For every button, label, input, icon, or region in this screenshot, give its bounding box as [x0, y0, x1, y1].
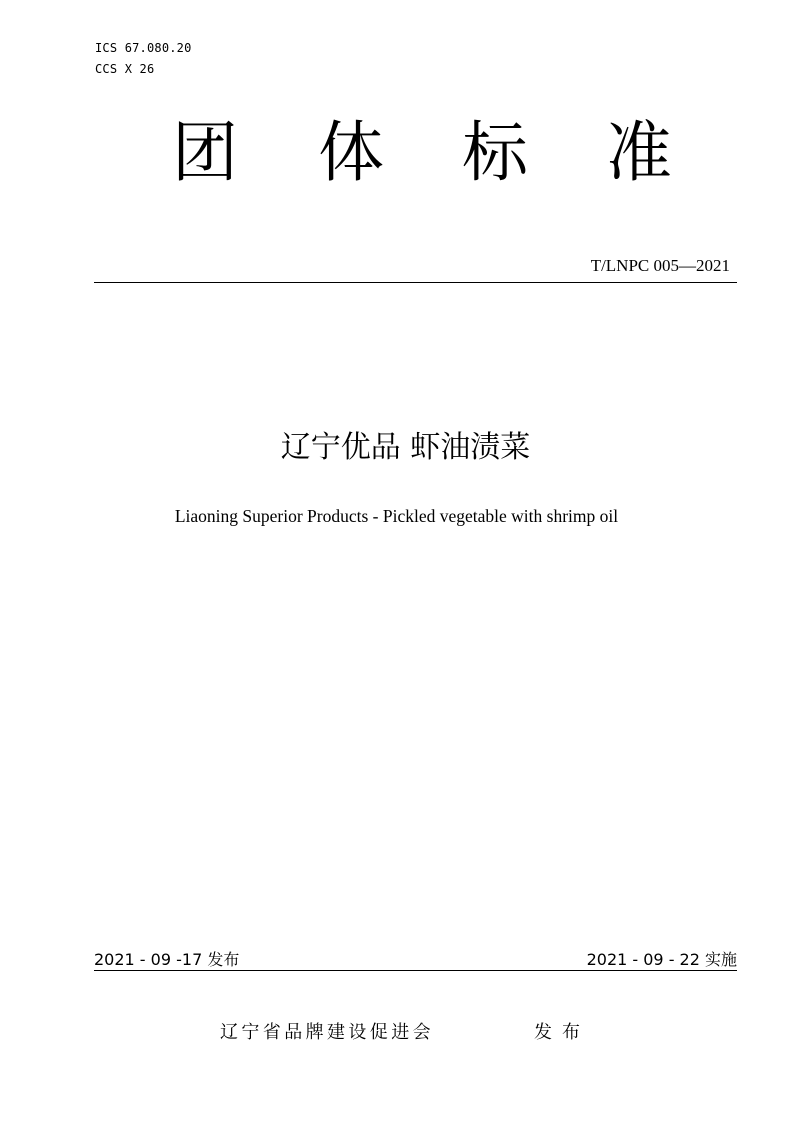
publisher-verb: 发布	[534, 1022, 590, 1043]
date-divider	[94, 970, 737, 971]
ccs-code: CCS X 26	[95, 62, 155, 76]
title-english: Liaoning Superior Products - Pickled vegetable with shrimp oil	[174, 506, 619, 526]
doc-type-char-4: 准	[606, 114, 672, 191]
implement-date: 2021 - 09 - 22 实施	[586, 950, 737, 969]
doc-type-char-1: 团	[172, 114, 238, 191]
header-divider	[94, 282, 737, 283]
title-chinese: 辽宁优品 虾油渍菜	[280, 430, 531, 465]
publish-date: 2021 - 09 -17 发布	[94, 950, 240, 969]
doc-type-char-3: 标	[462, 114, 528, 191]
standard-number: T/LNPC 005—2021	[590, 256, 730, 275]
doc-type-char-2: 体	[318, 114, 384, 191]
ics-code: ICS 67.080.20	[95, 41, 192, 55]
publisher-name: 辽宁省品牌建设促进会	[220, 1022, 434, 1043]
